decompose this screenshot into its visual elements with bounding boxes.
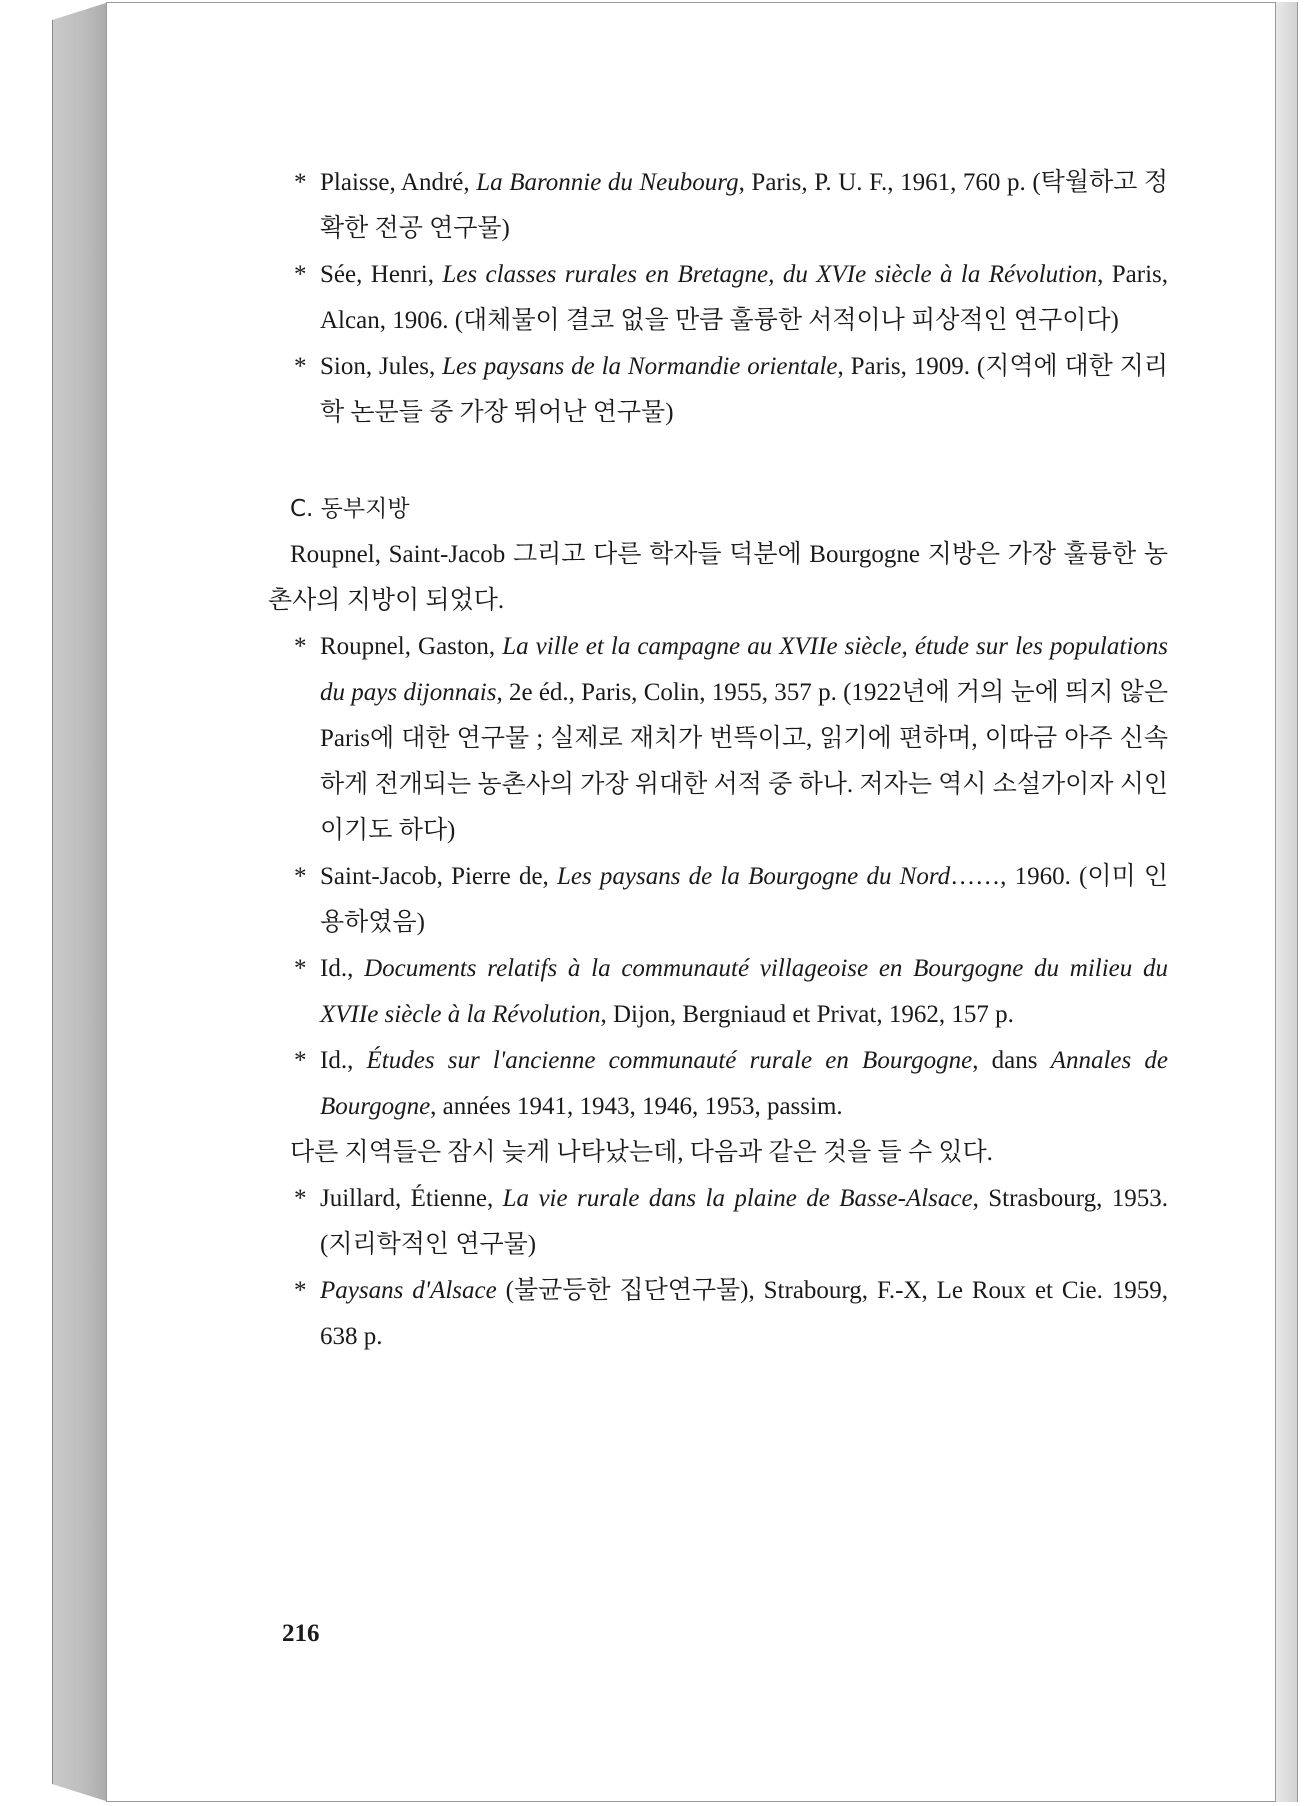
entry-details: , Strasbourg, 1953. (지리학적인 연구물)	[320, 1185, 1169, 1258]
entry-details: , dans	[972, 1047, 1051, 1074]
page-text	[268, 160, 1168, 1360]
page-number: 216	[282, 1620, 320, 1647]
entry-author: Plaisse, André,	[320, 169, 477, 196]
section-heading: C. 동부지방	[290, 496, 410, 522]
entry-title: Les paysans de la Bourgogne du Nord	[557, 863, 951, 890]
bib-entry	[268, 1038, 1168, 1130]
entry-title: Les paysans de la Normandie orientale	[442, 353, 838, 380]
bullet-star: *	[294, 169, 307, 196]
bullet-star: *	[294, 1185, 307, 1212]
entry-author: Saint-Jacob, Pierre de,	[320, 863, 558, 890]
bib-entry	[268, 946, 1168, 1038]
entry-details: (불균등한 집단연구물), Strabourg, F.-X, Le Roux et Cie. 1959, 638 p.	[320, 1277, 1169, 1350]
entry-details: , Dijon, Bergniaud et Privat, 1962, 157 p.	[600, 1001, 1014, 1028]
page-edge	[1276, 2, 1298, 1802]
entry-title: Études sur l'ancienne communauté rurale en Bourgogne	[366, 1047, 973, 1074]
entry-title: Les classes rurales en Bretagne, du XVIe siècle à la Révolution	[442, 261, 1098, 288]
bullet-star: *	[294, 261, 307, 288]
book-spine	[52, 2, 109, 1802]
bib-entry	[268, 624, 1168, 854]
entry-details: , Paris, P. U. F., 1961, 760 p. (탁월하고 정확한 전공 연구물)	[320, 169, 1169, 242]
entry-author: Id.,	[320, 955, 365, 982]
entry-author: Sion, Jules,	[320, 353, 443, 380]
entry-details: , 2e éd., Paris, Colin, 1955, 357 p. (1922년에 거의 눈에 띄지 않은 Paris에 대한 연구물 ; 실제로 재치가 번뜩이고, 읽기에 편하며, 이따금 아주 신속하게 전개되는 농촌사의 가장 위대한 서적 중 하나. 저자는 역시 소설가이자 시인이기도 하다)	[320, 679, 1168, 844]
entry-title: La ville et la campagne au XVIIe siècle, étude sur les populations du pays dijonnais	[320, 633, 1168, 706]
bullet-star: *	[294, 863, 307, 890]
bib-entry	[268, 1176, 1168, 1268]
bib-entry	[268, 160, 1168, 252]
entry-details-2: , années 1941, 1943, 1946, 1953, passim.	[430, 1093, 843, 1120]
transition-paragraph: 다른 지역들은 잠시 늦게 나타났는데, 다음과 같은 것을 들 수 있다.	[290, 1139, 993, 1166]
bullet-star: *	[294, 353, 307, 380]
entry-title: La Baronnie du Neubourg	[476, 169, 739, 196]
entry-details: , Paris, 1909. (지역에 대한 지리학 논문들 중 가장 뛰어난 연구물)	[320, 353, 1168, 426]
intro-paragraph: Roupnel, Saint-Jacob 그리고 다른 학자들 덕분에 Bourgogne 지방은 가장 훌륭한 농촌사의 지방이 되었다.	[268, 541, 1168, 614]
entry-title: Documents relatifs à la communauté villageoise en Bourgogne du milieu du XVIIe siècle à la Révolution	[320, 955, 1168, 1028]
bib-entry	[268, 252, 1168, 344]
entry-author: Juillard, Étienne,	[320, 1185, 503, 1212]
bullet-star: *	[294, 1277, 307, 1304]
entry-author: Id.,	[320, 1047, 367, 1074]
entry-details: , Paris, Alcan, 1906. (대체물이 결코 없을 만큼 훌륭한 서적이나 피상적인 연구이다)	[320, 261, 1169, 334]
entry-details: ……, 1960. (이미 인용하였음)	[320, 863, 1168, 936]
entry-title: Paysans d'Alsace	[320, 1277, 497, 1304]
bib-entry	[268, 854, 1168, 946]
bullet-star: *	[294, 1047, 307, 1074]
bib-entry	[268, 1268, 1168, 1360]
entry-author: Sée, Henri,	[320, 261, 443, 288]
entry-title: La vie rurale dans la plaine de Basse-Alsace	[502, 1185, 973, 1212]
bib-entry	[268, 344, 1168, 436]
entry-author: Roupnel, Gaston,	[320, 633, 503, 660]
bullet-star: *	[294, 955, 307, 982]
bullet-star: *	[294, 633, 307, 660]
entry-journal: Annales de Bourgogne	[320, 1047, 1169, 1120]
